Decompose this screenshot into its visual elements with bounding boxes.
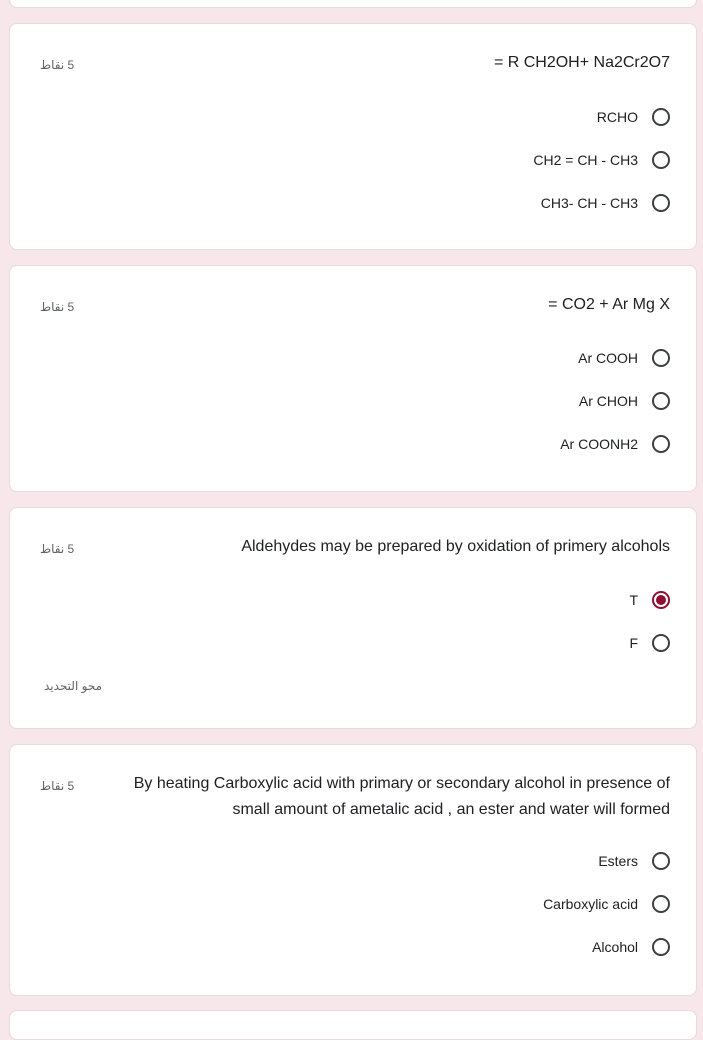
question-card-2 (9, 265, 697, 492)
radio-button[interactable] (652, 938, 670, 956)
option-label: T (629, 592, 638, 608)
radio-button[interactable] (652, 151, 670, 169)
option-false[interactable] (629, 632, 670, 654)
option-propene[interactable] (533, 149, 670, 171)
question-card-4 (9, 744, 697, 996)
option-propane[interactable] (541, 192, 670, 214)
radio-button[interactable] (652, 895, 670, 913)
option-ar-choh[interactable] (579, 390, 670, 412)
option-rcho[interactable] (597, 106, 670, 128)
radio-button[interactable] (652, 634, 670, 652)
radio-dot (656, 595, 666, 605)
clear-selection-link[interactable]: محو التحديد (44, 679, 103, 693)
option-alcohol[interactable] (592, 936, 670, 958)
radio-button-selected[interactable] (652, 591, 670, 609)
option-carboxylic-acid[interactable] (543, 893, 670, 915)
option-label: Ar CHOH (578, 393, 638, 409)
option-label: Ar COONH2 (560, 436, 638, 452)
question-text: = CO2 + Ar Mg X (548, 296, 670, 313)
radio-button[interactable] (652, 852, 670, 870)
previous-question-card (9, 0, 697, 8)
question-text-line-1: By heating Carboxylic acid with primary or secondary alcohol in presence of (133, 775, 670, 792)
option-label: F (629, 635, 638, 651)
points-label: 5 نقاط (40, 542, 75, 556)
option-label: Ar COOH (578, 350, 638, 366)
points-label: 5 نقاط (40, 779, 75, 793)
option-label: Esters (598, 853, 638, 869)
option-label: CH2 = CH - CH3 (533, 152, 638, 168)
option-ar-coonh2[interactable] (560, 433, 670, 455)
next-question-card (9, 1010, 697, 1040)
option-true[interactable] (629, 589, 670, 611)
option-label: RCHO (596, 109, 638, 125)
question-text: Aldehydes may be prepared by oxidation of primery alcohols (241, 538, 670, 555)
option-label: CH3- CH - CH3 (540, 195, 638, 211)
radio-button[interactable] (652, 435, 670, 453)
question-text: = R CH2OH+ Na2Cr2O7 (493, 54, 670, 71)
option-label: Carboxylic acid (543, 896, 638, 912)
question-text-line-2: small amount of ametalic acid , an ester and water will formed (232, 801, 670, 818)
option-label: Alcohol (592, 939, 638, 955)
option-esters[interactable] (598, 850, 670, 872)
question-card-3 (9, 507, 697, 729)
radio-button[interactable] (652, 392, 670, 410)
radio-button[interactable] (652, 108, 670, 126)
option-ar-cooh[interactable] (578, 347, 670, 369)
points-label: 5 نقاط (40, 300, 75, 314)
question-card-1 (9, 23, 697, 250)
radio-button[interactable] (652, 194, 670, 212)
radio-button[interactable] (652, 349, 670, 367)
points-label: 5 نقاط (40, 58, 75, 72)
